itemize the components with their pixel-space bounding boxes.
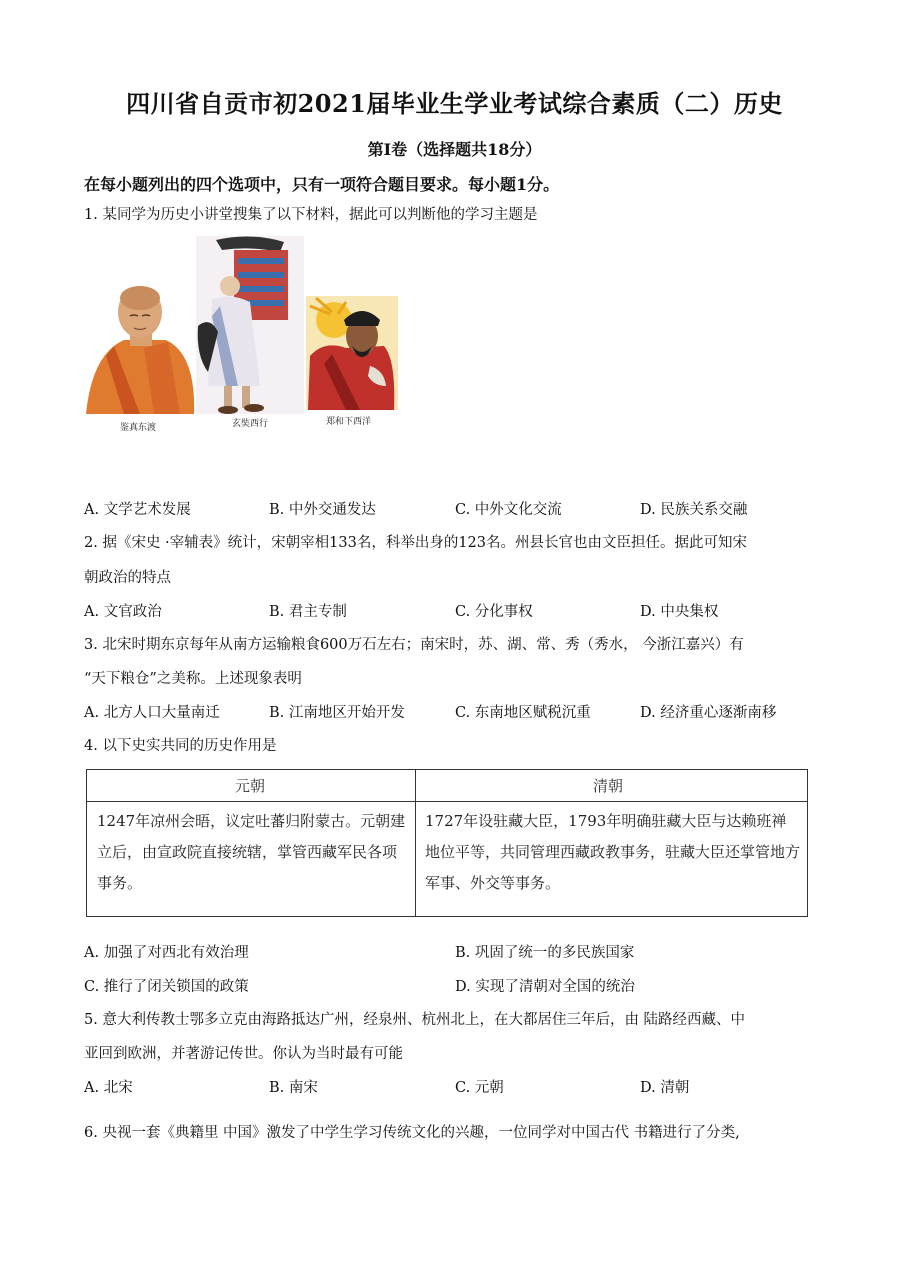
q5-option-d: D. 清朝 (640, 1080, 690, 1096)
question-1-figure (84, 236, 404, 436)
table-header-qing: 清朝 (593, 777, 624, 795)
q5-option-b: B. 南宋 (269, 1080, 318, 1096)
q4-option-a: A. 加强了对西北有效治理 (84, 945, 249, 961)
jianzhen-illustration (86, 286, 194, 414)
caption-xuanzang: 玄奘西行 (232, 419, 269, 429)
q1-option-d: D. 民族关系交融 (640, 502, 748, 518)
q5-option-a: A. 北宋 (84, 1080, 133, 1096)
question-3-stem-line-2: “天下粮仓”之美称。上述现象表明 (84, 671, 302, 687)
q4-option-d: D. 实现了清朝对全国的统治 (455, 979, 635, 995)
q1-option-c: C. 中外文化交流 (455, 502, 562, 518)
question-1-stem: 1. 某同学为历史小讲堂搜集了以下材料，据此可以判断他的学习主题是 (84, 207, 538, 223)
q3-option-a: A. 北方人口大量南迁 (84, 705, 220, 721)
q4-option-c: C. 推行了闭关锁国的政策 (84, 979, 249, 995)
q5-option-c: C. 元朝 (455, 1080, 504, 1096)
question-4-stem: 4. 以下史实共同的历史作用是 (84, 738, 277, 754)
caption-jianzhen: 鉴真东渡 (120, 423, 157, 433)
q2-option-a: A. 文官政治 (84, 604, 162, 620)
q2-option-d: D. 中央集权 (640, 604, 719, 620)
historical-figures-image (84, 236, 404, 436)
section-instruction: 在每小题列出的四个选项中，只有一项符合题目要求。每小题1分。 (84, 175, 560, 194)
question-2-stem-line-2: 朝政治的特点 (84, 570, 171, 586)
q4-option-b: B. 巩固了统一的多民族国家 (455, 945, 635, 961)
q1-option-a: A. 文学艺术发展 (84, 502, 191, 518)
table-cell-yuan: 1247年凉州会晤，议定吐蕃归附蒙古。元朝建立后，由宣政院直接统辖，掌管西藏军民各项事务。 (97, 812, 406, 892)
table-header-row (87, 770, 807, 802)
question-4-table (86, 769, 808, 917)
table-column-divider (415, 770, 416, 916)
table-cell-qing: 1727年设驻藏大臣，1793年明确驻藏大臣与达赖班禅地位平等，共同管理西藏政教事务，驻藏大臣还掌管地方军事、外交等事务。 (425, 812, 801, 892)
xuanzang-illustration (196, 236, 304, 414)
question-5-stem-line-1: 5. 意大利传教士鄂多立克由海路抵达广州，经泉州、杭州北上，在大都居住三年后，由 陆路经西藏、中 (84, 1012, 746, 1028)
zhenghe-illustration (306, 296, 398, 410)
q3-option-d: D. 经济重心逐渐南移 (640, 705, 777, 721)
q1-option-b: B. 中外交通发达 (269, 502, 376, 518)
question-5-stem-line-2: 亚回到欧洲，并著游记传世。你认为当时最有可能 (84, 1046, 403, 1062)
question-2-stem-line-1: 2. 据《宋史 ·宰辅表》统计，宋朝宰相133名，科举出身的123名。州县长官也由文臣担任。据此可知宋 (84, 535, 748, 551)
section-title: 第Ⅰ卷（选择题共18分） (367, 140, 542, 159)
q2-option-b: B. 君主专制 (269, 604, 347, 620)
q3-option-b: B. 江南地区开始开发 (269, 705, 405, 721)
table-header-yuan: 元朝 (235, 777, 266, 795)
q2-option-c: C. 分化事权 (455, 604, 533, 620)
question-3-stem-line-1: 3. 北宋时期东京每年从南方运输粮食600万石左右；南宋时，苏、湖、常、秀（秀水， 今浙江嘉兴）有 (84, 637, 744, 653)
caption-zhenghe: 郑和下西洋 (326, 417, 372, 427)
question-6-stem-line-1: 6. 央视一套《典籍里 中国》激发了中学生学习传统文化的兴趣，一位同学对中国古代 书籍进行了分类, (84, 1125, 740, 1141)
exam-title: 四川省自贡市初2021届毕业生学业考试综合素质（二）历史 (126, 89, 783, 118)
q3-option-c: C. 东南地区赋税沉重 (455, 705, 591, 721)
